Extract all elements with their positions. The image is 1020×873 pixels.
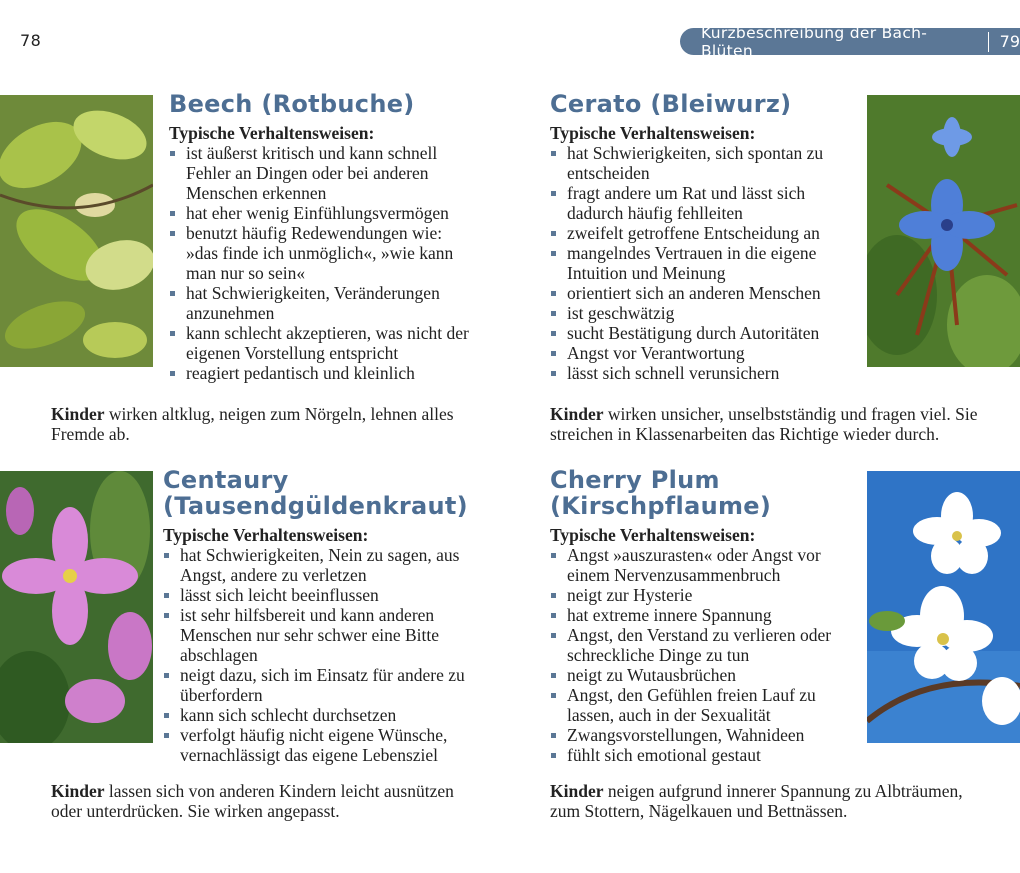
kinder-text: neigen aufgrund innerer Spannung zu Albträumen, zum Stottern, Nägelkauen und Bettnässen.	[550, 781, 963, 821]
section-title: Kurzbeschreibung der Bach-Blüten	[701, 23, 928, 60]
header-divider	[988, 32, 989, 52]
section-header-bar	[680, 23, 1020, 60]
beech-behaviors-label: Typische Verhaltensweisen:	[169, 123, 375, 143]
centaury-photo	[0, 471, 153, 743]
list-item: ist geschwätzig	[550, 303, 850, 323]
list-item: lässt sich leicht beeinflussen	[163, 585, 483, 605]
cherry-plum-behavior-list	[550, 545, 850, 765]
centaury-section	[163, 467, 483, 765]
list-item: reagiert pedantisch und kleinlich	[169, 363, 469, 383]
beech-kinder-note	[51, 404, 471, 444]
cherry-plum-kinder-note	[550, 781, 970, 821]
list-item: ist äußerst kritisch und kann schnell Fehler an Dingen oder bei anderen Menschen erkennen	[169, 143, 469, 203]
cerato-behaviors-label: Typische Verhaltensweisen:	[550, 123, 756, 143]
list-item: Zwangsvorstellungen, Wahnideen	[550, 725, 850, 745]
list-item: kann sich schlecht durchsetzen	[163, 705, 483, 725]
list-item: hat eher wenig Einfühlungsvermögen	[169, 203, 469, 223]
cerato-photo	[867, 95, 1020, 367]
cherry-plum-behaviors-label: Typische Verhaltensweisen:	[550, 525, 756, 545]
list-item: neigt zur Hysterie	[550, 585, 850, 605]
cherry-plum-heading: Cherry Plum (Kirschpflaume)	[550, 466, 772, 520]
beech-heading: Beech (Rotbuche)	[169, 90, 415, 118]
list-item: Angst, den Verstand zu verlieren oder schreckliche Dinge zu tun	[550, 625, 850, 665]
list-item: Angst »auszurasten« oder Angst vor einem Nervenzusammenbruch	[550, 545, 850, 585]
list-item: Angst vor Verantwortung	[550, 343, 850, 363]
list-item: hat Schwierigkeiten, sich spontan zu entscheiden	[550, 143, 850, 183]
centaury-behaviors-label: Typische Verhaltensweisen:	[163, 525, 369, 545]
list-item: neigt zu Wutausbrüchen	[550, 665, 850, 685]
list-item: neigt dazu, sich im Einsatz für andere zu überfordern	[163, 665, 483, 705]
list-item: fragt andere um Rat und lässt sich dadurch häufig fehlleiten	[550, 183, 850, 223]
list-item: lässt sich schnell verunsichern	[550, 363, 850, 383]
centaury-heading: Centaury (Tausendgüldenkraut)	[163, 466, 468, 520]
kinder-text: wirken unsicher, unselbstständig und fragen viel. Sie streichen in Klassenarbeiten das Richtige wieder durch.	[550, 404, 978, 444]
cerato-kinder-note	[550, 404, 980, 444]
beech-behavior-list	[169, 143, 469, 383]
list-item: verfolgt häufig nicht eigene Wünsche, vernachlässigt das eigene Lebensziel	[163, 725, 483, 765]
beech-section	[169, 91, 469, 383]
kinder-label: Kinder	[550, 781, 604, 801]
list-item: fühlt sich emotional gestaut	[550, 745, 850, 765]
list-item: hat extreme innere Spannung	[550, 605, 850, 625]
cerato-heading: Cerato (Bleiwurz)	[550, 90, 792, 118]
list-item: mangelndes Vertrauen in die eigene Intuition und Meinung	[550, 243, 850, 283]
list-item: hat Schwierigkeiten, Nein zu sagen, aus Angst, andere zu verletzen	[163, 545, 483, 585]
list-item: orientiert sich an anderen Menschen	[550, 283, 850, 303]
centaury-kinder-note	[51, 781, 471, 821]
list-item: kann schlecht akzeptieren, was nicht der eigenen Vorstellung entspricht	[169, 323, 469, 363]
cherry-plum-section	[550, 467, 850, 765]
centaury-behavior-list	[163, 545, 483, 765]
kinder-text: wirken altklug, neigen zum Nörgeln, lehnen alles Fremde ab.	[51, 404, 454, 444]
list-item: sucht Bestätigung durch Autoritäten	[550, 323, 850, 343]
kinder-label: Kinder	[51, 781, 105, 801]
beech-photo	[0, 95, 153, 367]
page-number-left: 78	[20, 31, 42, 50]
list-item: benutzt häufig Redewendungen wie: »das finde ich unmöglich«, »wie kann man nur so sein«	[169, 223, 469, 283]
kinder-label: Kinder	[51, 404, 105, 424]
cerato-behavior-list	[550, 143, 850, 383]
kinder-text: lassen sich von anderen Kindern leicht ausnützen oder unterdrücken. Sie wirken angepasst.	[51, 781, 454, 821]
list-item: zweifelt getroffene Entscheidung an	[550, 223, 850, 243]
page-number-right: 79	[999, 32, 1020, 51]
cerato-section	[550, 91, 850, 383]
cherry-plum-photo	[867, 471, 1020, 743]
list-item: hat Schwierigkeiten, Veränderungen anzunehmen	[169, 283, 469, 323]
list-item: Angst, den Gefühlen freien Lauf zu lassen, auch in der Sexualität	[550, 685, 850, 725]
list-item: ist sehr hilfsbereit und kann anderen Menschen nur sehr schwer eine Bitte abschlagen	[163, 605, 483, 665]
kinder-label: Kinder	[550, 404, 604, 424]
